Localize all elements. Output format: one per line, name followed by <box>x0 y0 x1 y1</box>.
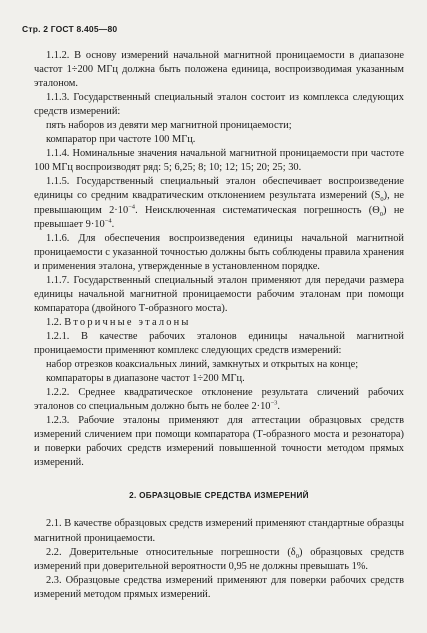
p115-part-e: . <box>111 218 115 230</box>
p115-part-d: ) не превышает 9·10 <box>34 204 404 230</box>
p115-part-a: 1.1.5. Государственный специальный эталон обеспечивает воспроизведение единицы со средним квадратическим отклонением результата измерений (S <box>34 176 404 202</box>
paragraph-2-3: 2.3. Образцовые средства измерений применяют для поверки рабочих средств измерений методом прямых измерений. <box>34 574 404 600</box>
paragraph-1-2-3: 1.2.3. Рабочие эталоны применяют для аттестации образцовых средств измерений сличением при помощи компаратора (Т-образного моста и резонатора) и поверки рабочих средств измерений повышенной точности методом прямых измерений. <box>34 415 404 469</box>
section-heading: 2. ОБРАЗЦОВЫЕ СРЕДСТВА ИЗМЕРЕНИЙ <box>129 491 309 501</box>
paragraph-1-1-3: 1.1.3. Государственный специальный эталон состоит из комплекса следующих средств измерений: <box>34 92 404 118</box>
paragraph-1-2-2 <box>34 386 404 414</box>
document-body <box>34 49 404 602</box>
subsection-number: 1.2. <box>46 316 62 328</box>
paragraph-1-1-7: 1.1.7. Государственный специальный эталон применяют для передачи размера единицы начальной магнитной проницаемости рабочим эталонам при помощи компаратора (двойного Т-образного моста). <box>34 274 404 314</box>
p115-part-c: . Неисключенная систематическая погрешность (Θ <box>135 204 380 216</box>
list-item-measure-sets: пять наборов из девяти мер магнитной проницаемости; <box>46 120 292 132</box>
p122-part-a: 1.2.2. Среднее квадратическое отклонение результата сличений рабочих эталонов со специальным должно быть не более 2·10 <box>34 387 404 413</box>
p22-part-a: 2.2. Доверительные относительные погрешности (δ <box>46 546 296 558</box>
paragraph-1-1-5 <box>34 175 404 231</box>
exponent-minus-4: −4 <box>128 203 136 211</box>
paragraph-2-1: 2.1. В качестве образцовых средств измерений применяют стандартные образцы магнитной проницаемости. <box>34 518 404 544</box>
subscript-zero: 0 <box>380 196 384 204</box>
paragraph-2-2 <box>34 546 404 574</box>
list-item-comparators: компараторы в диапазоне частот 1÷200 МГц. <box>46 373 245 385</box>
page-header: Стр. 2 ГОСТ 8.405—80 <box>22 24 118 34</box>
paragraph-1-2-1: 1.2.1. В качестве рабочих эталонов единицы начальной магнитной проницаемости применяют комплекс следующих средств измерений: <box>34 330 404 356</box>
exponent-minus-4: −4 <box>104 217 112 225</box>
list-item-coaxial-lines: набор отрезков коаксиальных линий, замкнутых и открытых на конце; <box>46 359 359 371</box>
list-item-comparator: компаратор при частоте 100 МГц. <box>46 134 196 146</box>
p22-part-b: ) образцовых средств измерений при доверительной вероятности 0,95 не должны превышать 1%. <box>34 546 404 572</box>
p122-part-b: . <box>277 401 281 413</box>
subscript-zero: 0 <box>379 210 384 218</box>
paragraph-1-1-2: 1.1.2. В основу измерений начальной магнитной проницаемости в диапазоне частот 1÷200 МГц должна быть положена единица, воспроизводимая указанным эталоном. <box>34 50 404 90</box>
paragraph-1-1-6: 1.1.6. Для обеспечения воспроизведения единицы начальной магнитной проницаемости с указанной точностью должны быть соблюдены правила хранения и применения эталона, утвержденные в установленном порядке. <box>34 232 404 272</box>
subscript-zero: 0 <box>295 552 299 560</box>
subsection-title: Вторичные эталоны <box>64 316 191 328</box>
exponent-minus-3: −3 <box>270 399 278 407</box>
subsection-1-2-title <box>34 316 404 330</box>
p115-part-b: ), не превышающим 2·10 <box>34 190 404 216</box>
paragraph-1-1-4: 1.1.4. Номинальные значения начальной магнитной проницаемости при частоте 100 МГц воспроизводят ряд: 5; 6,25; 8; 10; 12; 15; 20; 25; 30. <box>34 148 404 174</box>
